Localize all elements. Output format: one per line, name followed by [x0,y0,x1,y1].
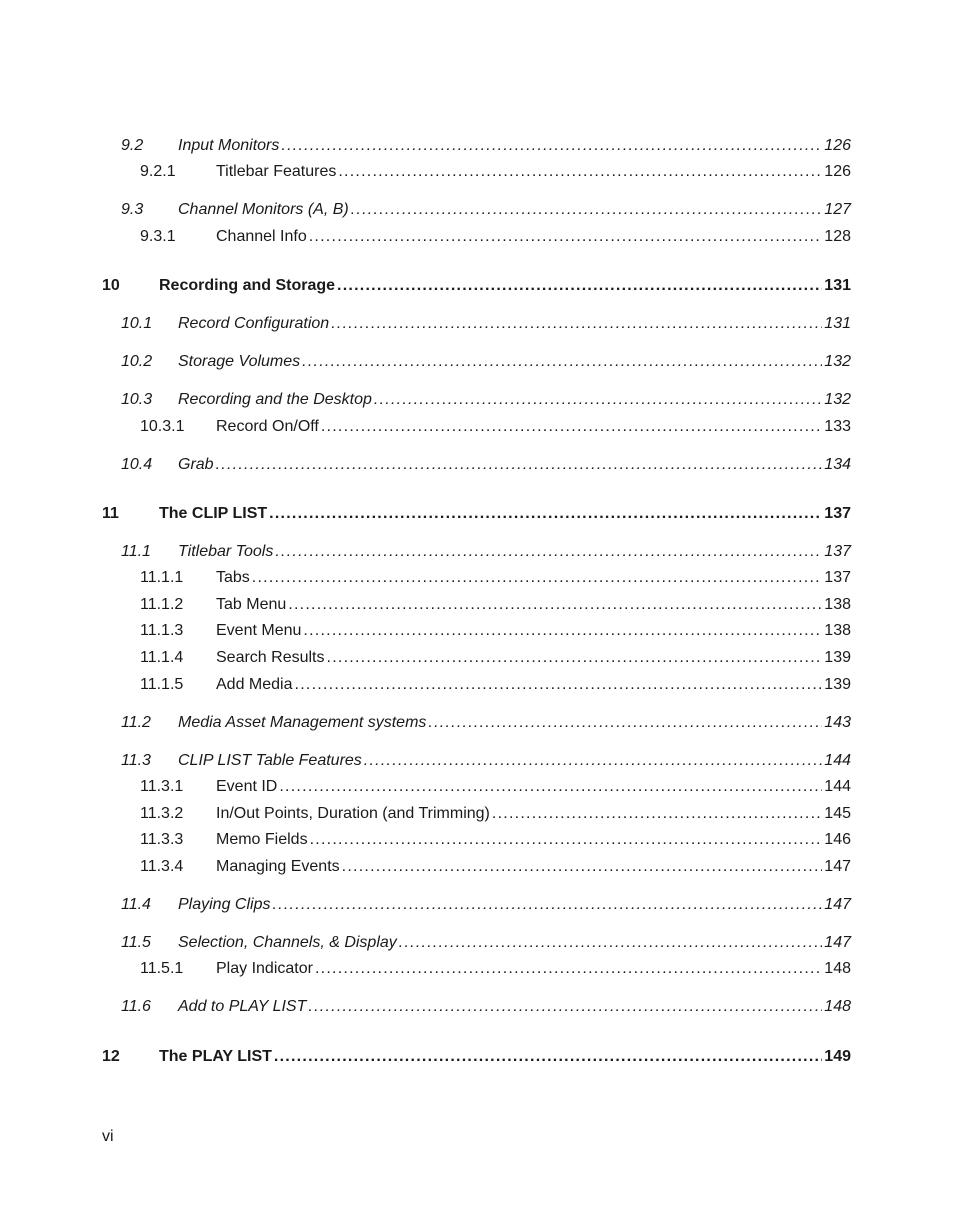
toc-entry-11-2[interactable] [121,714,851,736]
toc-number: 10.4 [121,456,153,473]
dot-leader [303,622,822,640]
toc-number: 11.2 [121,714,151,731]
toc-title: Recording and Storage [159,277,336,294]
toc-title: Tabs [216,569,250,586]
dot-leader [338,163,822,181]
toc-title: Managing Events [216,858,340,875]
dot-leader [302,353,822,371]
toc-title: Add Media [216,676,293,693]
dot-leader [275,543,822,561]
dot-leader [308,998,822,1016]
toc-title: Play Indicator [216,960,313,977]
dot-leader [331,315,822,333]
toc-title: Memo Fields [216,831,308,848]
toc-page: 138 [824,622,851,639]
toc-page: 144 [824,752,851,769]
toc-number: 11.3.1 [140,778,184,795]
toc-page: 139 [824,676,851,693]
toc-number: 11.5.1 [140,960,184,977]
toc-title: Grab [178,456,214,473]
toc-entry-11-1-1[interactable] [140,569,851,591]
toc-title: Channel Monitors (A, B) [178,201,349,218]
dot-leader [288,596,822,614]
dot-leader [272,896,822,914]
toc-page: 131 [824,277,851,294]
toc-entry-11-3-3[interactable] [140,831,851,853]
toc-title: CLIP LIST Table Features [178,752,362,769]
toc-number: 11.3.4 [140,858,184,875]
toc-entry-10-2[interactable] [121,353,851,375]
toc-number: 11.1 [121,543,151,560]
toc-number: 11.6 [121,998,151,1015]
page-number: vi [102,1128,114,1145]
toc-number: 11.3 [121,752,151,769]
toc-page: 131 [824,315,851,332]
toc-title: Titlebar Features [216,163,337,180]
toc-page: 133 [824,418,851,435]
toc-page: 126 [824,137,851,154]
toc-page: 137 [824,505,851,522]
toc-page: 147 [824,858,851,875]
toc-title: Channel Info [216,228,307,245]
toc-title: Add to PLAY LIST [178,998,307,1015]
toc-page: 144 [824,778,851,795]
toc-title: Record On/Off [216,418,319,435]
toc-entry-9-2[interactable] [121,137,851,159]
toc-page: 145 [824,805,851,822]
toc-number: 11.1.4 [140,649,184,666]
toc-title: Selection, Channels, & Display [178,934,397,951]
toc-number: 11.3.2 [140,805,184,822]
dot-leader [337,277,822,295]
dot-leader [252,569,823,587]
toc-number: 11 [102,505,119,522]
toc-entry-11-3[interactable] [121,752,851,774]
toc-number: 12 [102,1048,120,1065]
toc-page: 139 [824,649,851,666]
toc-entry-11-6[interactable] [121,998,851,1020]
toc-page: 128 [824,228,851,245]
toc-number: 10.3.1 [140,418,185,435]
toc-title: The PLAY LIST [159,1048,272,1065]
toc-entry-10-4[interactable] [121,456,851,478]
toc-entry-11-3-1[interactable] [140,778,851,800]
toc-entry-9-3-1[interactable] [140,228,851,250]
toc-entry-10-3[interactable] [121,391,851,413]
toc-number: 10 [102,277,120,294]
toc-title: Event ID [216,778,278,795]
dot-leader [321,418,822,436]
toc-number: 11.1.2 [140,596,184,613]
toc-number: 9.2.1 [140,163,176,180]
toc-entry-11-1-3[interactable] [140,622,851,644]
toc-page: 134 [824,456,851,473]
toc-number: 11.1.3 [140,622,184,639]
toc-number: 9.2 [121,137,144,154]
toc-page: 146 [824,831,851,848]
toc-entry-11-1[interactable] [121,543,851,565]
dot-leader [309,228,823,246]
toc-page: 127 [824,201,851,218]
toc-number: 10.3 [121,391,153,408]
toc-title: Media Asset Management systems [178,714,427,731]
toc-page: 137 [824,543,851,560]
toc-entry-11-1-4[interactable] [140,649,851,671]
dot-leader [428,714,822,732]
dot-leader [281,137,822,155]
toc-title: Storage Volumes [178,353,301,370]
toc-number: 11.4 [121,896,151,913]
toc-page: 143 [824,714,851,731]
toc-entry-11-4[interactable] [121,896,851,918]
toc-number: 9.3 [121,201,144,218]
toc-page: 148 [824,960,851,977]
toc-page: 147 [824,896,851,913]
toc-number: 9.3.1 [140,228,176,245]
toc-entry-11-1-5[interactable] [140,676,851,698]
toc-entry-11-5[interactable] [121,934,851,956]
dot-leader [351,201,823,219]
dot-leader [274,1048,822,1066]
toc-title: Record Configuration [178,315,330,332]
toc-page: 132 [824,353,851,370]
toc-title: Recording and the Desktop [178,391,372,408]
dot-leader [374,391,822,409]
toc-title: The CLIP LIST [159,505,268,522]
toc-title: Titlebar Tools [178,543,274,560]
toc-title: Search Results [216,649,325,666]
toc-number: 10.2 [121,353,153,370]
toc-page: 132 [824,391,851,408]
toc-page: 147 [824,934,851,951]
toc-entry-12[interactable] [102,1048,851,1070]
toc-page: 138 [824,596,851,613]
toc-page: 137 [824,569,851,586]
toc-title: Input Monitors [178,137,280,154]
toc-entry-9-3[interactable] [121,201,851,223]
dot-leader [327,649,823,667]
dot-leader [216,456,823,474]
toc-title: Playing Clips [178,896,271,913]
toc-entry-11-3-2[interactable] [140,805,851,827]
toc-entry-11-1-2[interactable] [140,596,851,618]
toc-number: 11.5 [121,934,151,951]
toc-entry-9-2-1[interactable] [140,163,851,185]
toc-entry-11[interactable] [102,505,851,527]
toc-entry-11-5-1[interactable] [140,960,851,982]
toc-entry-10[interactable] [102,277,851,299]
toc-number: 11.3.3 [140,831,184,848]
toc-number: 11.1.5 [140,676,184,693]
toc-number: 11.1.1 [140,569,184,586]
toc-entry-11-3-4[interactable] [140,858,851,880]
dot-leader [279,778,822,796]
toc-page: 148 [824,998,851,1015]
toc-entry-10-3-1[interactable] [140,418,851,440]
toc-title: In/Out Points, Duration (and Trimming) [216,805,490,822]
dot-leader [315,960,822,978]
toc-number: 10.1 [121,315,153,332]
dot-leader [492,805,822,823]
toc-entry-10-1[interactable] [121,315,851,337]
dot-leader [399,934,823,952]
dot-leader [269,505,822,523]
toc-title: Event Menu [216,622,302,639]
toc-title: Tab Menu [216,596,287,613]
toc-page: 126 [824,163,851,180]
dot-leader [342,858,823,876]
dot-leader [295,676,823,694]
dot-leader [364,752,823,770]
toc-page: 149 [824,1048,851,1065]
dot-leader [310,831,823,849]
